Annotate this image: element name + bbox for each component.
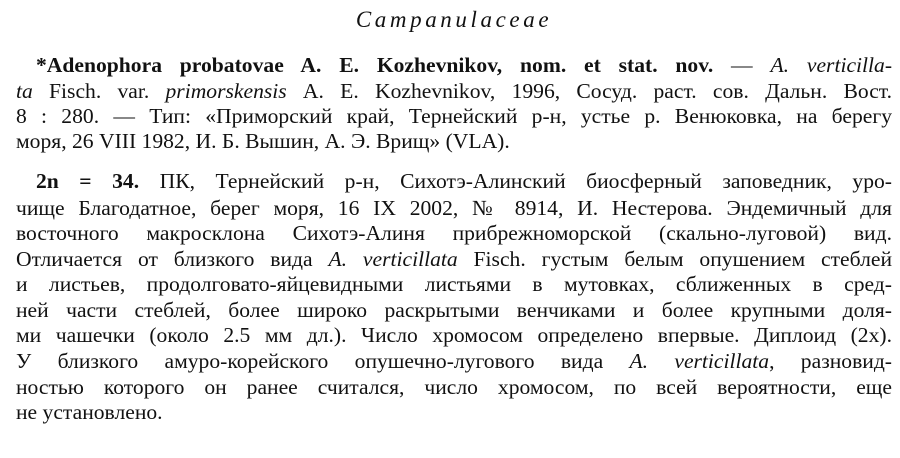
family-heading: Campanulaceae	[355, 7, 553, 32]
chromosome-line-8	[16, 349, 892, 373]
text-segment: Fisch. густым белым опушением стеблей	[457, 247, 892, 271]
chromosome-line-4	[16, 247, 892, 271]
locality-text: ПК, Тернейский р-н, Сихотэ-Алинский биосферный заповедник, уро-	[139, 169, 892, 193]
species-entry-line-3: 8 : 280. — Тип: «Приморский край, Тернейский р-н, устье р. Венюковка, на берегу	[16, 104, 892, 128]
document-page	[16, 0, 892, 458]
chromosome-line-7: ми чашечки (около 2.5 мм дл.). Число хромосом определено впервые. Диплоид (2х).	[16, 323, 892, 347]
species-author-status: A. E. Kozhevnikov, nom. et stat. nov.	[283, 53, 714, 77]
species-entry-line-2	[16, 79, 892, 103]
chromosome-line-5: и листьев, продолговато-яйцевидными листьями в мутовках, сближенных в сред-	[16, 272, 892, 296]
chromosome-line-1	[36, 169, 892, 193]
dash-separator: —	[713, 53, 771, 77]
text-segment: Отличается от близкого вида	[16, 247, 329, 271]
chromosome-line-9: ностью которого он ранее считался, число хромосом, по всей вероятности, еще	[16, 375, 892, 399]
basionym-author: Fisch. var.	[32, 79, 166, 103]
species-reference: A. verticillata	[629, 349, 770, 373]
chromosome-count: 2n = 34.	[36, 169, 140, 193]
chromosome-line-6: ней части стеблей, более широко раскрытыми венчиками и более крупными доля-	[16, 298, 892, 322]
citation-text: А. Е. Kozhevnikov, 1996, Сосуд. раст. сов. Дальн. Вост.	[286, 79, 892, 103]
text-segment: , разновид-	[769, 349, 893, 373]
text-segment: У близкого амуро-корейского опушечно-лугового вида	[16, 349, 630, 373]
species-entry-line-4: моря, 26 VIII 1982, И. Б. Вышин, А. Э. Врищ» (VLA).	[16, 129, 510, 153]
basionym-name-end: ta	[16, 79, 33, 103]
basionym-name-start: A. verticilla-	[770, 53, 893, 77]
species-reference: A. verticillata	[328, 247, 458, 271]
species-name: *Adenophora probatovae	[36, 53, 284, 77]
species-entry-line-1	[36, 53, 892, 77]
chromosome-line-2: чище Благодатное, берег моря, 16 IX 2002, № 8914, И. Нестерова. Эндемичный для	[16, 196, 892, 220]
variety-name: primorskensis	[165, 79, 287, 103]
chromosome-line-10: не установлено.	[16, 400, 163, 424]
chromosome-line-3: восточного макросклона Сихотэ-Алиня прибрежноморской (скально-луговой) вид.	[16, 221, 892, 245]
